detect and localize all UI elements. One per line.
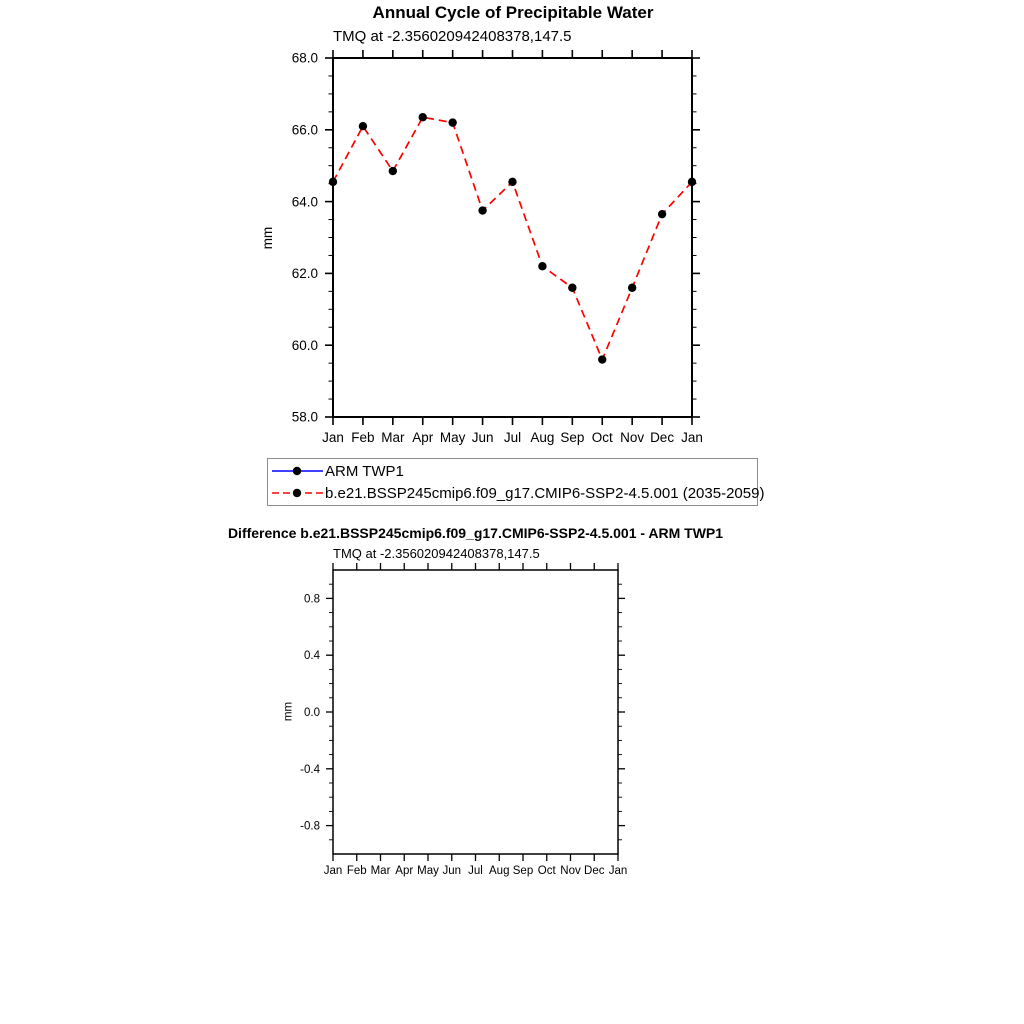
legend-box	[267, 458, 765, 506]
obs-marker-sample	[293, 467, 301, 475]
annual-cycle-data-point-marker	[478, 206, 486, 214]
annual-cycle-data-point-marker	[688, 178, 696, 186]
annual-cycle-plot-frame	[333, 58, 692, 417]
annual-cycle-x-tick-label: May	[439, 430, 466, 445]
annual-cycle-chart-title: Annual Cycle of Precipitable Water	[372, 3, 654, 22]
annual-cycle-y-tick-label: 66.0	[291, 122, 318, 138]
legend-entry-obs	[268, 460, 757, 482]
annual-cycle-y-tick-label: 64.0	[291, 194, 318, 210]
legend-entry-model	[268, 482, 765, 504]
annual-cycle-x-tick-label: Feb	[351, 430, 375, 445]
legend-label-model: b.e21.BSSP245cmip6.f09_g17.CMIP6-SSP2-4.5.001 (2035-2059)	[325, 484, 765, 502]
annual-cycle-x-tick-label: Jan	[322, 430, 344, 445]
annual-cycle-y-axis-label: mm	[260, 226, 275, 250]
annual-cycle-x-tick-label: Sep	[560, 430, 585, 445]
annual-cycle-x-tick-label: Mar	[381, 430, 405, 445]
annual-cycle-data-point-marker	[359, 122, 367, 130]
annual-cycle-data-point-marker	[658, 210, 666, 218]
annual-cycle-x-tick-label: Jan	[681, 430, 703, 445]
annual-cycle-x-tick-label: Jul	[503, 430, 522, 445]
annual-cycle-data-point-marker	[329, 178, 337, 186]
difference-y-tick-label: 0.8	[304, 593, 320, 606]
difference-x-tick-label: Aug	[489, 865, 510, 877]
annual-cycle-x-tick-label: Oct	[591, 430, 613, 445]
annual-cycle-data-point-marker	[568, 284, 576, 292]
annual-cycle-data-point-marker	[598, 355, 606, 363]
difference-x-tick-label: Feb	[346, 865, 367, 877]
difference-chart-title: Difference b.e21.BSSP245cmip6.f09_g17.CMIP6-SSP2-4.5.001 - ARM TWP1	[227, 525, 724, 541]
difference-chart-subtitle: TMQ at -2.356020942408378,147.5	[333, 546, 540, 561]
legend-label-obs: ARM TWP1	[325, 462, 404, 480]
difference-x-tick-label: Dec	[584, 865, 605, 877]
difference-x-tick-label: Jul	[468, 865, 483, 877]
annual-cycle-series-line-1	[333, 117, 692, 359]
annual-cycle-y-tick-label: 58.0	[291, 409, 318, 425]
difference-x-tick-label: Nov	[560, 865, 581, 877]
difference-x-tick-label: Sep	[512, 865, 534, 877]
annual-cycle-x-tick-label: Apr	[412, 430, 434, 445]
difference-y-tick-label: -0.4	[300, 763, 320, 776]
difference-y-axis-label: mm	[282, 701, 295, 722]
annual-cycle-data-point-marker	[389, 167, 397, 175]
annual-cycle-x-tick-label: Jun	[471, 430, 494, 445]
difference-y-tick-label: -0.8	[300, 820, 320, 833]
annual-cycle-chart-subtitle: TMQ at -2.356020942408378,147.5	[333, 28, 572, 45]
annual-cycle-x-tick-label: Nov	[620, 430, 645, 445]
difference-y-tick-label: 0.0	[304, 707, 320, 720]
annual-cycle-x-tick-label: Dec	[650, 430, 675, 445]
difference-x-tick-label: Jan	[323, 865, 343, 877]
model-marker-sample	[293, 489, 301, 497]
difference-x-tick-label: Mar	[370, 865, 391, 877]
difference-plot-frame	[333, 570, 618, 854]
annual-cycle-data-point-marker	[448, 118, 456, 126]
annual-cycle-data-point-marker	[628, 284, 636, 292]
annual-cycle-y-tick-label: 60.0	[291, 337, 318, 353]
difference-x-tick-label: Apr	[395, 865, 414, 877]
annual-cycle-x-tick-label: Aug	[530, 430, 555, 445]
annual-cycle-y-tick-label: 62.0	[291, 266, 318, 282]
difference-y-tick-label: 0.4	[304, 650, 320, 663]
difference-x-tick-label: Oct	[537, 865, 556, 877]
difference-x-tick-label: Jun	[442, 865, 462, 877]
difference-x-tick-label: Jan	[608, 865, 628, 877]
annual-cycle-data-point-marker	[419, 113, 427, 121]
legend-swatch-obs-line	[271, 465, 324, 477]
annual-cycle-y-tick-label: 68.0	[291, 50, 318, 66]
annual-cycle-data-point-marker	[508, 178, 516, 186]
legend-swatch-model-line	[271, 487, 324, 499]
annual-cycle-data-point-marker	[538, 262, 546, 270]
difference-x-tick-label: May	[417, 865, 439, 877]
